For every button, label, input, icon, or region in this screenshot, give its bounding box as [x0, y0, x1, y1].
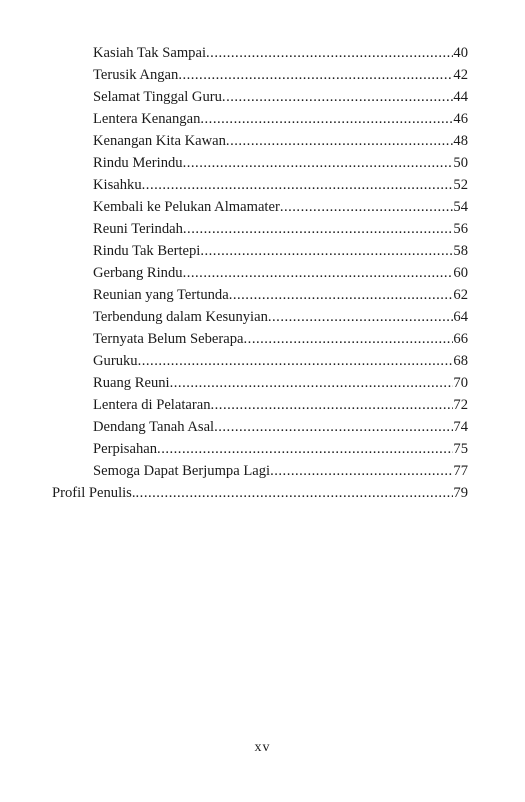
toc-entry[interactable]	[93, 264, 468, 286]
table-of-contents	[0, 44, 525, 506]
toc-dot-leader	[157, 440, 453, 458]
toc-entry-title: Reunian yang Tertunda	[93, 287, 229, 303]
toc-entry-title: Selamat Tinggal Guru	[93, 89, 222, 105]
toc-entry-page: 50	[453, 155, 468, 171]
toc-dot-leader	[183, 154, 454, 172]
toc-entry-title: Reuni Terindah	[93, 221, 183, 237]
toc-entry-page: 75	[453, 441, 468, 457]
toc-entry[interactable]	[52, 484, 468, 506]
toc-entry[interactable]	[93, 176, 468, 198]
toc-entry-title: Guruku	[93, 353, 138, 369]
toc-dot-leader	[200, 242, 453, 260]
toc-entry-title: Terbendung dalam Kesunyian	[93, 309, 268, 325]
toc-entry-title: Ternyata Belum Seberapa	[93, 331, 244, 347]
page-number: xv	[254, 740, 271, 755]
toc-dot-leader	[183, 264, 454, 282]
toc-entry-page: 62	[453, 287, 468, 303]
toc-entry[interactable]	[93, 154, 468, 176]
toc-entry[interactable]	[93, 286, 468, 308]
toc-entry-page: 56	[453, 221, 468, 237]
toc-dot-leader	[244, 330, 454, 348]
toc-dot-leader	[200, 110, 453, 128]
toc-entry-page: 54	[453, 199, 468, 215]
toc-entry-page: 48	[453, 133, 468, 149]
toc-entry-page: 70	[453, 375, 468, 391]
toc-dot-leader	[142, 176, 454, 194]
toc-dot-leader	[280, 198, 454, 216]
toc-entry-page: 74	[453, 419, 468, 435]
toc-dot-leader	[214, 418, 453, 436]
toc-entry-title: Semoga Dapat Berjumpa Lagi	[93, 463, 271, 479]
toc-entry[interactable]	[93, 330, 468, 352]
toc-entry[interactable]	[93, 220, 468, 242]
toc-entry-title: Gerbang Rindu	[93, 265, 183, 281]
toc-entry-page: 46	[453, 111, 468, 127]
toc-dot-leader	[183, 220, 454, 238]
toc-entry[interactable]	[93, 110, 468, 132]
toc-entry-page: 68	[453, 353, 468, 369]
toc-entry-page: 66	[453, 331, 468, 347]
toc-dot-leader	[226, 132, 453, 150]
toc-entry-title: Lentera Kenangan	[93, 111, 201, 127]
toc-entry[interactable]	[93, 44, 468, 66]
toc-entry-page: 44	[453, 89, 468, 105]
toc-dot-leader	[178, 66, 453, 84]
toc-entry-title: Terusik Angan	[93, 67, 179, 83]
toc-entry[interactable]	[93, 440, 468, 462]
toc-entry-page: 60	[453, 265, 468, 281]
toc-entry-page: 72	[453, 397, 468, 413]
toc-dot-leader	[268, 308, 454, 326]
toc-dot-leader	[136, 484, 454, 502]
toc-entry[interactable]	[93, 418, 468, 440]
toc-entry-title: Kembali ke Pelukan Almamater	[93, 199, 280, 215]
toc-dot-leader	[222, 88, 453, 106]
toc-dot-leader	[206, 44, 453, 62]
toc-entry-title: Dendang Tanah Asal	[93, 419, 215, 435]
toc-dot-leader	[229, 286, 454, 304]
toc-entry-page: 42	[453, 67, 468, 83]
toc-entry-page: 52	[453, 177, 468, 193]
toc-entry-page: 77	[453, 463, 468, 479]
toc-entry-title: Rindu Merindu	[93, 155, 183, 171]
toc-entry[interactable]	[93, 66, 468, 88]
toc-entry[interactable]	[93, 352, 468, 374]
toc-entry[interactable]	[93, 132, 468, 154]
toc-entry-title: Kasiah Tak Sampai	[93, 45, 207, 61]
toc-entry[interactable]	[93, 198, 468, 220]
toc-entry-title: Perpisahan	[93, 441, 158, 457]
toc-entry[interactable]	[93, 242, 468, 264]
toc-dot-leader	[138, 352, 454, 370]
toc-dot-leader	[170, 374, 454, 392]
toc-entry-title: Profil Penulis.	[52, 485, 136, 501]
toc-entry[interactable]	[93, 462, 468, 484]
toc-entry-page: 58	[453, 243, 468, 259]
toc-entry-page: 79	[453, 485, 468, 501]
toc-entry-title: Rindu Tak Bertepi	[93, 243, 201, 259]
toc-entry[interactable]	[93, 308, 468, 330]
toc-entry-title: Kisahku	[93, 177, 142, 193]
toc-entry-title: Kenangan Kita Kawan	[93, 133, 226, 149]
toc-entry-title: Ruang Reuni	[93, 375, 170, 391]
toc-entry[interactable]	[93, 396, 468, 418]
toc-entry-title: Lentera di Pelataran	[93, 397, 211, 413]
toc-entry-page: 64	[453, 309, 468, 325]
toc-dot-leader	[270, 462, 453, 480]
toc-entry-page: 40	[453, 45, 468, 61]
toc-entry[interactable]	[93, 374, 468, 396]
toc-dot-leader	[211, 396, 454, 414]
toc-entry[interactable]	[93, 88, 468, 110]
